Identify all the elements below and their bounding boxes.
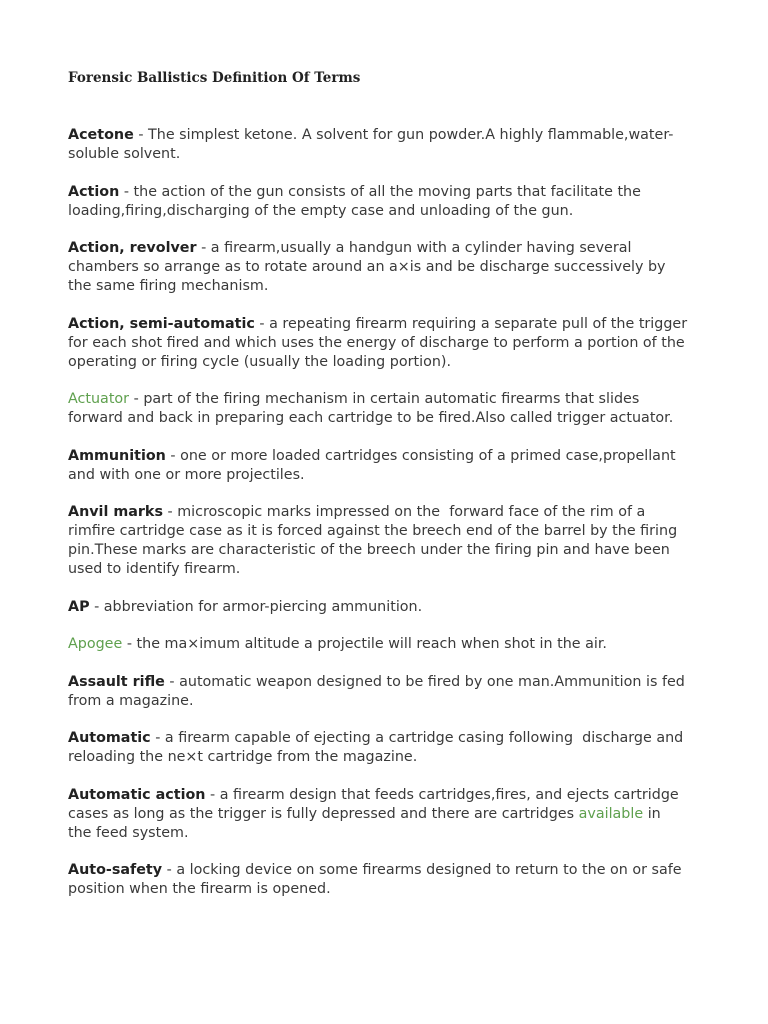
term-name: AP	[68, 598, 90, 615]
available-link[interactable]: available	[578, 805, 644, 822]
document-title: Forensic Ballistics Definition Of Terms	[68, 70, 361, 86]
term-name: Action, revolver	[68, 240, 197, 256]
term-separator: -	[205, 786, 220, 803]
term-name: Assault rifle	[68, 673, 165, 690]
term-separator: -	[150, 730, 165, 746]
term-name-link[interactable]: Apogee	[68, 636, 123, 652]
term-entry	[68, 861, 688, 899]
term-definition: abbreviation for armor-piercing ammunition.	[103, 598, 423, 615]
term-entry	[68, 315, 688, 372]
term-definition: The simplest ketone. A solvent for gun powder.A highly flammable,water-soluble solvent.	[68, 127, 674, 162]
term-separator: -	[129, 391, 144, 407]
term-definition: a firearm capable of ejecting a cartridge casing following discharge and reloading the ne×t cartridge from the magazine.	[68, 730, 688, 765]
term-definition: a firearm,usually a handgun with a cylinder having several chambers so arrange as to rotate around an a×is and be discharge successively by the same firing mechanism.	[68, 240, 666, 294]
term-name: Anvil marks	[68, 504, 163, 520]
term-entry	[68, 786, 688, 843]
term-separator: -	[122, 636, 137, 652]
term-entry	[68, 598, 688, 617]
term-definition: the action of the gun consists of all the moving parts that facilitate the loading,firing,discharging of the empty case and unloading of the gun.	[68, 183, 641, 219]
term-separator: -	[254, 315, 270, 332]
term-separator: -	[119, 183, 134, 200]
term-definition: the ma×imum altitude a projectile will reach when shot in the air.	[136, 636, 607, 652]
term-name: Action, semi-automatic	[68, 315, 255, 332]
term-name: Automatic	[68, 730, 151, 746]
term-name: Ammunition	[68, 447, 166, 464]
term-definition: one or more loaded cartridges consisting of a primed case,propellant and with one or more projectiles.	[68, 447, 676, 483]
term-entry	[68, 183, 688, 221]
term-definition: a locking device on some firearms designed to return to the on or safe position when the firearm is opened.	[68, 862, 682, 897]
term-name: Acetone	[68, 127, 134, 143]
term-name: Auto-safety	[68, 862, 163, 878]
term-definition: a repeating firearm requiring a separate pull of the trigger for each shot fired and which uses the energy of discharge to perform a portion of the operating or firing cycle (usually the loading portion).	[68, 315, 688, 370]
term-entry	[68, 503, 688, 579]
term-list	[68, 126, 688, 918]
term-separator: -	[89, 598, 104, 615]
term-name: Automatic action	[68, 786, 206, 803]
term-entry	[68, 635, 688, 654]
term-separator: -	[133, 127, 149, 143]
term-separator: -	[164, 673, 180, 690]
term-entry	[68, 390, 688, 428]
term-definition: a firearm design that feeds cartridges,fires, and ejects cartridge cases as long as the trigger is fully depressed and there are cartridges	[68, 786, 679, 822]
term-separator: -	[162, 862, 177, 878]
term-entry	[68, 239, 688, 296]
term-definition-tail: in the feed system.	[68, 805, 661, 841]
term-entry	[68, 126, 688, 164]
term-entry	[68, 447, 688, 485]
term-definition: automatic weapon designed to be fired by one man.Ammunition is fed from a magazine.	[68, 673, 685, 709]
term-definition: microscopic marks impressed on the forward face of the rim of a rimfire cartridge case as it is forced against the breech end of the barrel by the firing pin.These marks are characteristic of the breech under the firing pin and have been used to identify firearm.	[68, 504, 682, 577]
term-separator: -	[162, 504, 178, 520]
term-name-link[interactable]: Actuator	[68, 391, 130, 407]
term-name: Action	[68, 183, 120, 200]
term-definition: part of the firing mechanism in certain automatic firearms that slides forward and back in preparing each cartridge to be fired.Also called trigger actuator.	[68, 391, 674, 426]
term-separator: -	[165, 447, 181, 464]
term-entry	[68, 673, 688, 711]
term-entry	[68, 729, 688, 767]
term-separator: -	[196, 240, 211, 256]
